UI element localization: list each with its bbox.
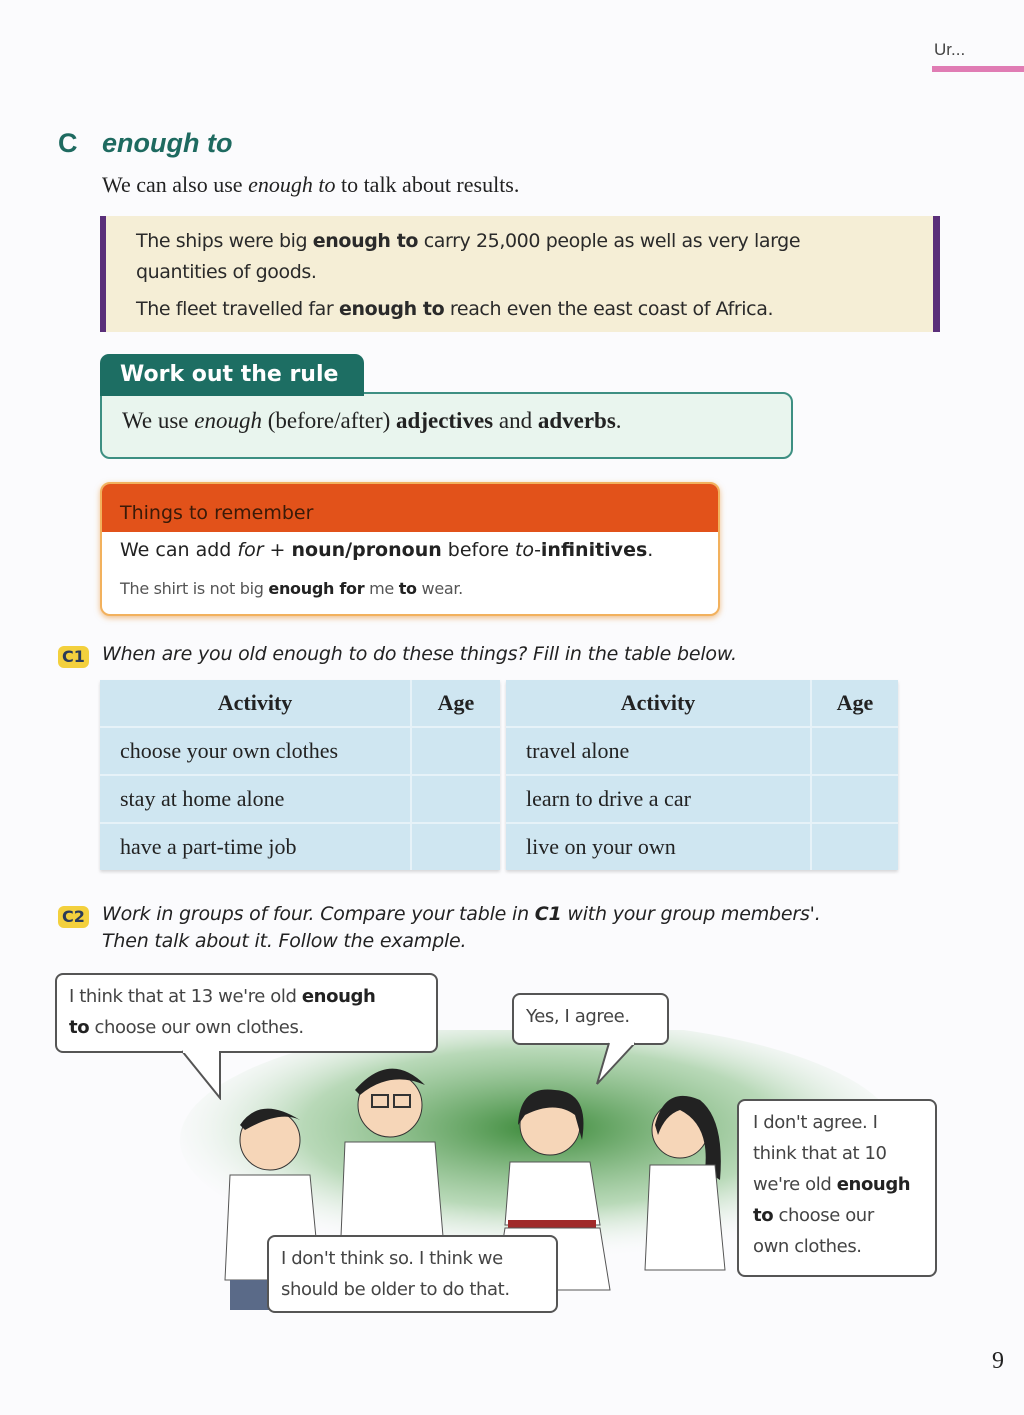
student-girl-right <box>645 1096 725 1270</box>
age-cell[interactable] <box>411 727 500 775</box>
speech-bubble-2-tail <box>595 1042 645 1087</box>
age-cell[interactable] <box>811 775 898 823</box>
activity-table <box>100 680 898 866</box>
task-instruction-c2-line2: Then talk about it. Follow the example. <box>102 930 467 952</box>
activity-table-left <box>100 680 500 870</box>
header-activity: Activity <box>100 680 411 727</box>
section-intro: We can also use enough to to talk about results. <box>102 172 520 197</box>
activity-table-right <box>506 680 898 870</box>
age-cell[interactable] <box>811 823 898 870</box>
task-instruction-c1: When are you old enough to do these things? Fill in the table below. <box>102 643 737 665</box>
speech-bubble-3: I don't agree. I think that at 10 we're old enough to choose our own clothes. <box>737 1099 937 1277</box>
age-cell[interactable] <box>411 775 500 823</box>
age-cell[interactable] <box>811 727 898 775</box>
table-row <box>506 727 898 775</box>
task-instruction-c2-line1: Work in groups of four. Compare your table in C1 with your group members'. <box>102 903 821 925</box>
activity-cell: choose your own clothes <box>100 727 411 775</box>
activity-cell: learn to drive a car <box>506 775 811 823</box>
example-sentence-1: The ships were big enough to carry 25,000 people as well as very large quantities of goods. <box>136 230 801 283</box>
rule-tab: Work out the rule <box>100 354 364 396</box>
activity-cell: live on your own <box>506 823 811 870</box>
rule-text: We use enough (before/after) adjectives and adverbs. <box>122 408 622 433</box>
header-activity: Activity <box>506 680 811 727</box>
speech-bubble-4: I don't think so. I think we should be older to do that. <box>267 1235 558 1313</box>
remember-rule: We can add for + noun/pronoun before to-infinitives. <box>120 539 654 561</box>
remember-example: The shirt is not big enough for me to wear. <box>120 579 463 598</box>
age-cell[interactable] <box>411 823 500 870</box>
activity-cell: stay at home alone <box>100 775 411 823</box>
table-row <box>100 775 500 823</box>
speech-bubble-1: I think that at 13 we're old enough to choose our own clothes. <box>55 973 438 1053</box>
activity-cell: travel alone <box>506 727 811 775</box>
task-badge-c1: C1 <box>58 646 89 668</box>
remember-title: Things to remember <box>120 502 314 524</box>
table-row <box>506 775 898 823</box>
table-row <box>100 823 500 870</box>
table-row <box>100 727 500 775</box>
task-badge-c2: C2 <box>58 906 89 928</box>
header-age: Age <box>811 680 898 727</box>
example-sentence-2: The fleet travelled far enough to reach even the east coast of Africa. <box>136 298 774 320</box>
section-letter: C <box>58 128 78 158</box>
speech-bubble-2: Yes, I agree. <box>512 993 669 1045</box>
section-title: enough to <box>102 128 233 158</box>
speech-bubble-1-tail <box>180 1050 240 1100</box>
page-number: 9 <box>992 1348 1004 1374</box>
activity-cell: have a part-time job <box>100 823 411 870</box>
table-row <box>506 823 898 870</box>
header-age: Age <box>411 680 500 727</box>
example-box <box>100 216 940 332</box>
unit-tab: Ur... <box>934 40 966 59</box>
unit-tab-bar <box>932 66 1024 72</box>
